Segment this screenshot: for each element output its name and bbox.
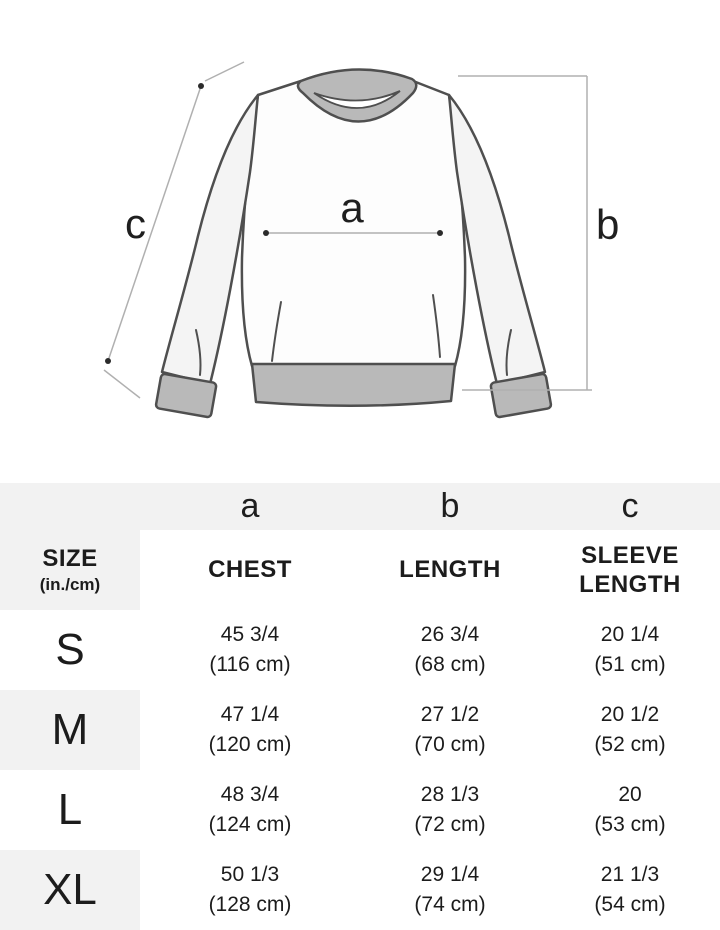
dimension-a-dot-right [437,230,443,236]
cell-m-chest [140,690,360,770]
band-corner-spacer [0,483,140,530]
cell-l-chest [140,770,360,850]
cell-l-sleeve [540,770,720,850]
column-header-chest: CHEST [208,556,292,584]
value-inches: 28 1/3 [420,783,480,807]
band-letter-c: c [540,483,720,530]
value-cm: (70 cm) [414,733,486,756]
band-letter-a: a [140,483,360,530]
value-cm: (74 cm) [414,893,486,916]
size-label-xl: XL [0,850,140,930]
size-label-m: M [0,690,140,770]
hem-band [252,364,455,406]
value-cm: (120 cm) [208,733,292,756]
value-cm: (68 cm) [414,653,486,676]
value-cm: (124 cm) [208,813,292,836]
column-header-sleeve-length: SLEEVE LENGTH [579,541,681,598]
value-inches: 20 [618,783,642,807]
value-cm: (52 cm) [594,733,666,756]
value-inches: 27 1/2 [420,703,480,727]
dimension-c-dot-top [198,83,204,89]
size-header-label: SIZE [42,545,98,572]
value-inches: 47 1/4 [220,703,280,727]
cell-m-sleeve [540,690,720,770]
dimension-label-b: b [596,201,620,248]
size-header-cell [0,530,140,610]
value-cm: (54 cm) [594,893,666,916]
value-inches: 45 3/4 [220,623,280,647]
dimension-label-c: c [125,200,146,247]
cell-s-chest [140,610,360,690]
value-cm: (72 cm) [414,813,486,836]
dimension-c-dot-bottom [105,358,111,364]
band-letter-b: b [360,483,540,530]
dimension-a-dot-left [263,230,269,236]
value-inches: 48 3/4 [220,783,280,807]
size-label-l: L [57,785,83,835]
value-inches: 20 1/4 [600,623,660,647]
value-cm: (51 cm) [594,653,666,676]
cell-xl-sleeve [540,850,720,930]
column-header-length: LENGTH [399,556,501,584]
size-header-unit: (in./cm) [39,575,101,595]
cell-xl-chest [140,850,360,930]
cell-m-length [360,690,540,770]
value-cm: (116 cm) [209,653,291,676]
value-inches: 21 1/3 [600,863,660,887]
size-label-s: S [55,625,85,675]
value-cm: (128 cm) [208,893,292,916]
cell-s-sleeve [540,610,720,690]
value-inches: 20 1/2 [600,703,660,727]
value-cm: (53 cm) [594,813,666,836]
size-chart-table [0,483,720,930]
value-inches: 50 1/3 [220,863,280,887]
cell-l-length [360,770,540,850]
value-inches: 26 3/4 [420,623,480,647]
cell-xl-length [360,850,540,930]
cell-s-length [360,610,540,690]
value-inches: 29 1/4 [420,863,480,887]
dimension-label-a: a [340,184,364,231]
